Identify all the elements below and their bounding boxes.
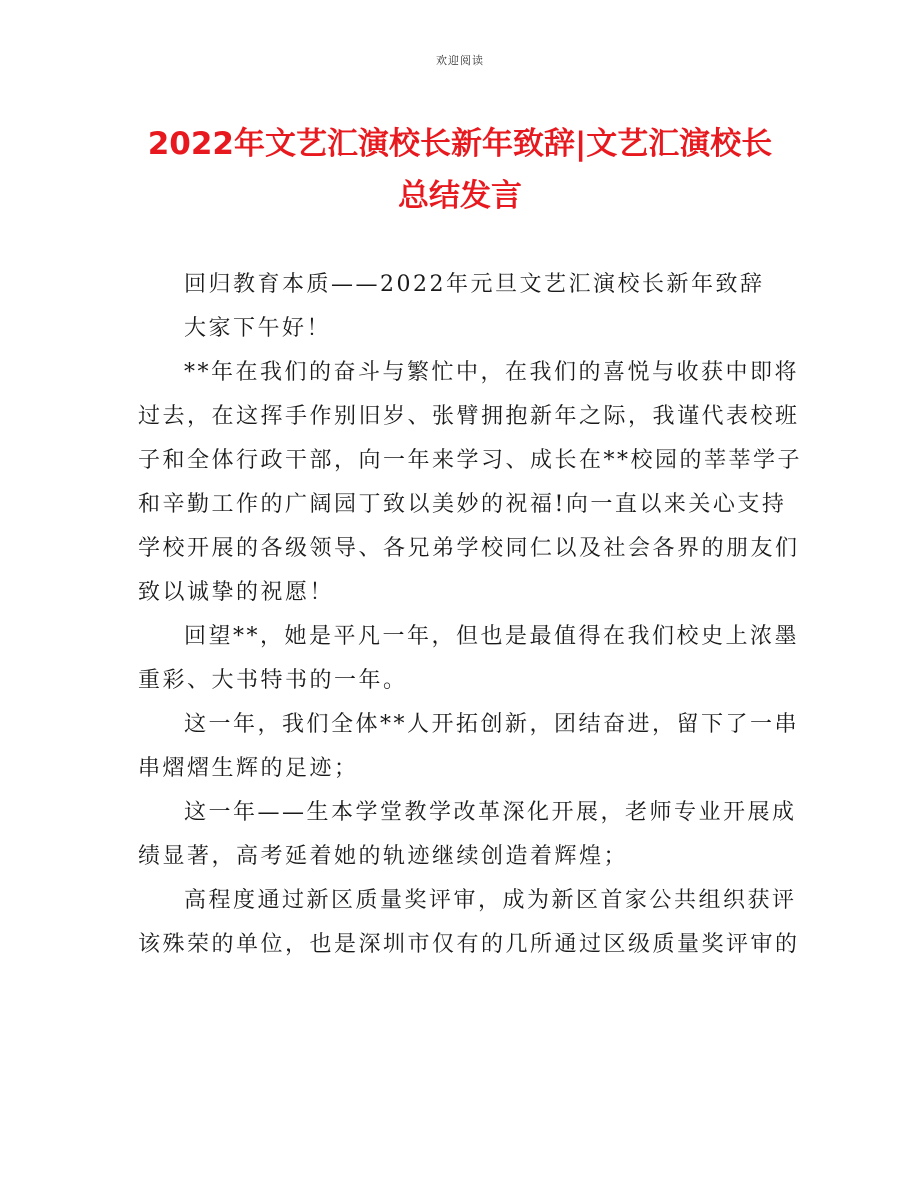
text-line: 致以诚挚的祝愿！ (138, 580, 335, 605)
text-line: 子和全体行政干部，向一年来学习、成长在**校园的莘莘学子 (138, 448, 803, 473)
title-line-1: 2022年文艺汇演校长新年致辞|文艺汇演校长 (147, 126, 773, 162)
text-line: 回望**，她是平凡一年，但也是最值得在我们校史上浓墨 (184, 624, 800, 649)
paragraph-quality-award (138, 879, 800, 967)
text-line: 该殊荣的单位，也是深圳市仅有的几所通过区级质量奖评审的 (138, 932, 800, 957)
document-body (138, 263, 803, 967)
text-line: **年在我们的奋斗与繁忙中，在我们的喜悦与收获中即将 (184, 360, 800, 385)
text-line: 重彩、大书特书的一年。 (138, 668, 408, 693)
text-line: 串熠熠生辉的足迹； (138, 756, 359, 781)
paragraph-innovation (138, 703, 800, 791)
text-line: 绩显著，高考延着她的轨迹继续创造着辉煌； (138, 844, 629, 869)
text-line: 这一年，我们全体**人开拓创新，团结奋进，留下了一串 (184, 712, 800, 737)
paragraph-subtitle (138, 263, 788, 307)
header-note: 欢迎阅读 (436, 54, 484, 67)
text-line: 和辛勤工作的广阔园丁致以美妙的祝福!向一直以来关心支持 (138, 492, 787, 517)
text-line: 高程度通过新区质量奖评审，成为新区首家公共组织获评 (184, 888, 797, 913)
paragraph-blessing (138, 351, 803, 615)
text-line: 回归教育本质——2022年元旦文艺汇演校长新年致辞 (184, 272, 765, 297)
document-title (120, 118, 800, 222)
title-line-2: 总结发言 (398, 178, 522, 214)
text-line: 过去，在这挥手作别旧岁、张臂拥抱新年之际，我谨代表校班 (138, 404, 800, 429)
paragraph-teaching-reform (138, 791, 797, 879)
text-line: 大家下午好！ (184, 316, 332, 341)
paragraph-greeting (138, 307, 788, 351)
paragraph-review (138, 615, 800, 703)
text-line: 这一年——生本学堂教学改革深化开展，老师专业开展成 (184, 800, 797, 825)
text-line: 学校开展的各级领导、各兄弟学校同仁以及社会各界的朋友们 (138, 536, 800, 561)
